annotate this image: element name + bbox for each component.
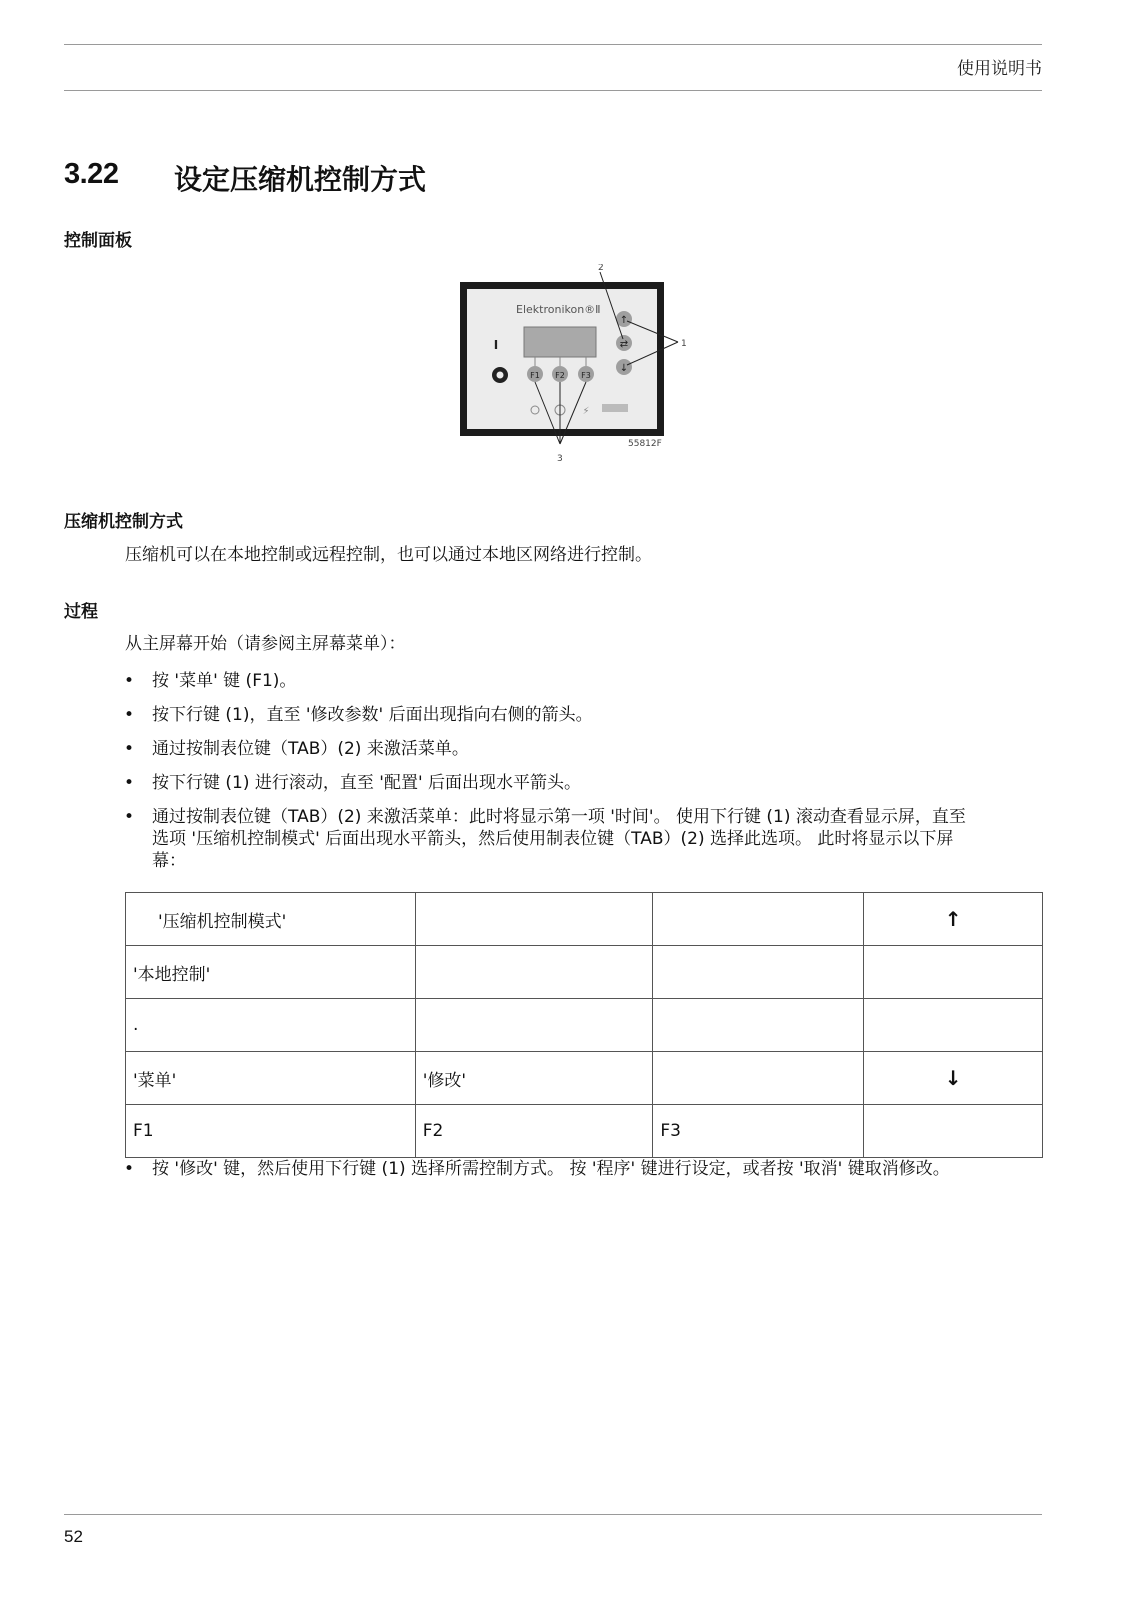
manual-title: 使用说明书 <box>957 59 1042 79</box>
final-step-list <box>122 1158 1042 1180</box>
table-cell: F3 <box>653 1105 864 1158</box>
function-keys <box>527 366 594 382</box>
display-screen-table <box>125 892 1043 1158</box>
table-row <box>126 999 1043 1052</box>
callout-1-label: 1 <box>681 339 687 349</box>
alarm-icon: ⚡ <box>582 406 590 417</box>
table-cell <box>864 999 1043 1052</box>
arrow-up-icon: ↑ <box>619 315 629 326</box>
table-cell <box>653 999 864 1052</box>
table-cell: '菜单' <box>126 1052 416 1105</box>
step-item: • 按下行键 (1) 进行滚动，直至 '配置' 后面出现水平箭头。 <box>124 773 582 793</box>
header-top-rule <box>64 44 1042 45</box>
arrow-up-icon: ↑ <box>864 893 1043 946</box>
f1-key-label: F1 <box>530 371 540 380</box>
f3-key-label: F3 <box>581 371 591 380</box>
step-item: • 按下行键 (1)，直至 '修改参数' 后面出现指向右侧的箭头。 <box>124 705 593 725</box>
table-cell <box>864 1105 1043 1158</box>
panel-brand-label: Elektronikon®Ⅱ <box>516 303 601 316</box>
logo-icon <box>602 404 628 412</box>
table-cell: . <box>126 999 416 1052</box>
footer-rule <box>64 1514 1042 1515</box>
start-button-icon: I <box>493 338 499 352</box>
section-number: 3.22 <box>64 158 119 190</box>
procedure-intro: 从主屏幕开始（请参阅主屏幕菜单）： <box>125 634 406 654</box>
table-cell: '修改' <box>415 1052 653 1105</box>
arrow-down-icon: ↓ <box>619 363 629 374</box>
callout-2-label: 2 <box>598 264 604 273</box>
table-cell <box>415 893 653 946</box>
tab-icon: ⇄ <box>619 339 629 350</box>
table-cell: '压缩机控制模式' <box>126 893 416 946</box>
table-row <box>126 1105 1043 1158</box>
procedure-heading: 过程 <box>64 602 98 622</box>
control-panel-figure <box>460 264 720 476</box>
control-mode-text: 压缩机可以在本地控制或远程控制，也可以通过本地区网络进行控制。 <box>125 545 652 565</box>
step-item: • 按 '菜单' 键 (F1)。 <box>124 671 297 691</box>
scroll-keys <box>616 311 632 375</box>
table-row <box>126 946 1043 999</box>
procedure-steps <box>122 670 1042 872</box>
section-title: 设定压缩机控制方式 <box>174 163 427 196</box>
table-cell <box>653 946 864 999</box>
figure-code: 55812F <box>628 439 662 449</box>
table-cell: F1 <box>126 1105 416 1158</box>
control-panel-heading: 控制面板 <box>64 231 132 251</box>
table-cell: '本地控制' <box>126 946 416 999</box>
header-bottom-rule <box>64 90 1042 91</box>
page-number: 52 <box>64 1527 83 1546</box>
table-cell <box>415 999 653 1052</box>
table-row <box>126 893 1043 946</box>
callout-3-label: 3 <box>557 454 563 464</box>
control-mode-heading: 压缩机控制方式 <box>64 512 183 532</box>
step-item: • 通过按制表位键（TAB）(2) 来激活菜单。 <box>124 739 469 759</box>
step-item: • 按 '修改' 键，然后使用下行键 (1) 选择所需控制方式。 按 '程序' 键进行设定，或者按 '取消' 键取消修改。 <box>124 1159 950 1179</box>
arrow-down-icon: ↓ <box>864 1052 1043 1105</box>
table-cell <box>415 946 653 999</box>
table-cell <box>653 893 864 946</box>
table-cell <box>864 946 1043 999</box>
f2-key-label: F2 <box>555 371 565 380</box>
table-cell <box>653 1052 864 1105</box>
panel-display <box>524 327 596 357</box>
step-item: • 通过按制表位键（TAB）(2) 来激活菜单：此时将显示第一项 '时间'。 使用下行键 (1) 滚动查看显示屏，直至选项 '压缩机控制模式' 后面出现水平箭头，然后使用制表位键（TAB）(2) 选择此选项。 此时将显示以下屏幕： <box>124 807 966 871</box>
table-row <box>126 1052 1043 1105</box>
table-cell: F2 <box>415 1105 653 1158</box>
